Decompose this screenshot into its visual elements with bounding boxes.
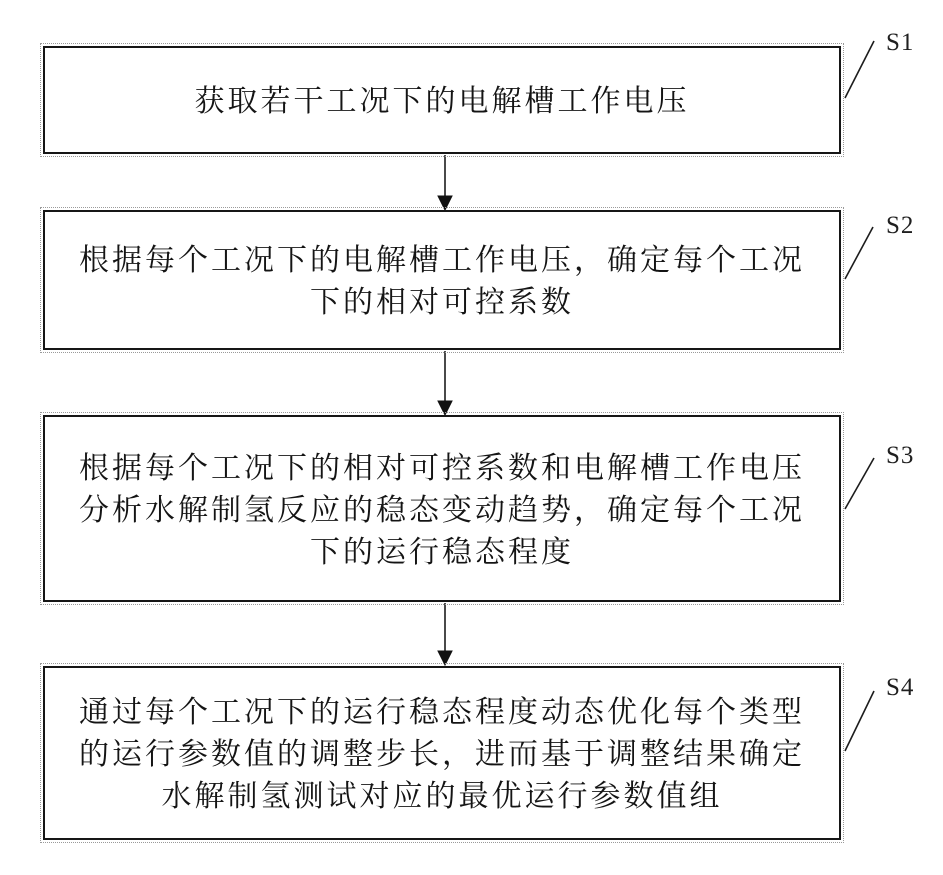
step-s3-text-line: 分析水解制氢反应的稳态变动趋势，确定每个工况 xyxy=(79,493,805,527)
step-label-s2: S2 xyxy=(886,212,915,239)
step-connector-line-s1 xyxy=(845,41,874,98)
flowchart-step-box-s4 xyxy=(43,666,841,840)
flow-arrow-s2-s3 xyxy=(438,351,452,415)
step-connector-line-s4 xyxy=(845,691,874,751)
step-s2-text-line: 根据每个工况下的电解槽工作电压，确定每个工况 xyxy=(79,244,805,277)
step-label-s1: S1 xyxy=(886,29,915,56)
step-s4-text-line: 水解制氢测试对应的最优运行参数值组 xyxy=(161,780,723,813)
step-s4-text-line: 通过每个工况下的运行稳态程度动态优化每个类型 xyxy=(79,696,805,729)
flow-arrow-s3-s4 xyxy=(438,603,452,665)
step-label-s3: S3 xyxy=(886,442,915,469)
flowchart-step-box-s3 xyxy=(43,415,841,602)
step-s3-text-line: 下的运行稳态程度 xyxy=(310,535,574,569)
step-s1-text-line: 获取若干工况下的电解槽工作电压 xyxy=(194,85,690,118)
step-connector-line-s3 xyxy=(845,458,874,509)
step-s4-text-line: 的运行参数值的调整步长，进而基于调整结果确定 xyxy=(79,738,805,771)
step-s3-text-line: 根据每个工况下的相对可控系数和电解槽工作电压 xyxy=(79,451,805,485)
flowchart-step-box-s2 xyxy=(43,210,841,350)
step-connector-line-s2 xyxy=(845,227,873,279)
step-label-s4: S4 xyxy=(886,674,915,701)
step-s2-text-line: 下的相对可控系数 xyxy=(310,286,574,319)
flowchart-step-box-s1 xyxy=(43,46,841,154)
flow-arrow-s1-s2 xyxy=(438,155,452,210)
